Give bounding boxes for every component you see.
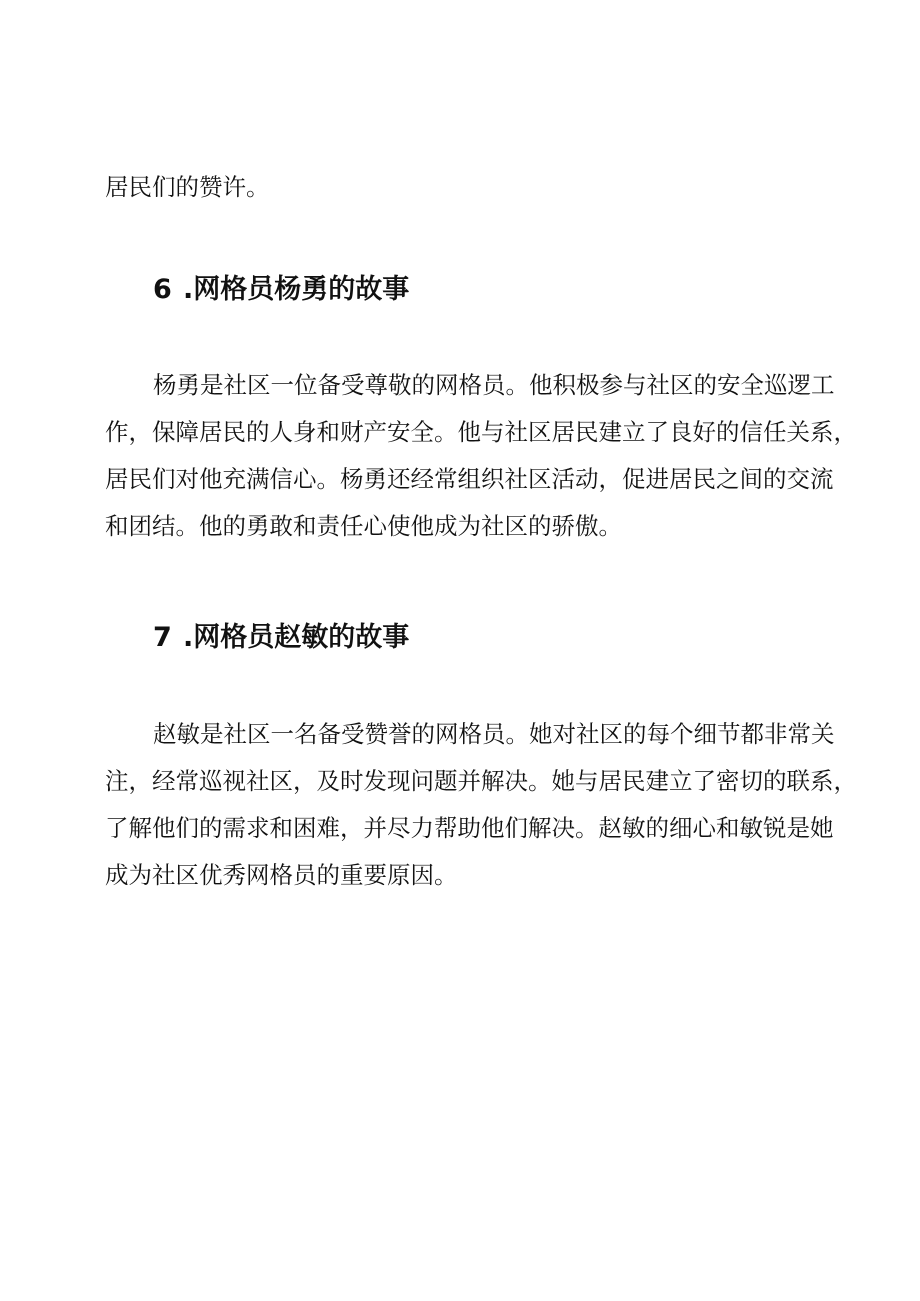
section-number: 6: [153, 274, 172, 305]
section-6-paragraph-line: 杨勇是社区一位备受尊敬的网格员。他积极参与社区的安全巡逻工: [153, 371, 835, 399]
continuation-paragraph-line: 居民们的赞许。: [105, 173, 270, 201]
section-7-paragraph-line: 赵敏是社区一名备受赞誉的网格员。她对社区的每个细节都非常关: [153, 720, 835, 748]
section-number: 7: [153, 622, 172, 653]
section-heading-7: [153, 618, 409, 658]
section-6-paragraph-line: 作，保障居民的人身和财产安全。他与社区居民建立了良好的信任关系，: [105, 418, 857, 446]
section-heading-6: [153, 270, 409, 310]
section-7-paragraph-line: 了解他们的需求和困难，并尽力帮助他们解决。赵敏的细心和敏锐是她: [105, 814, 834, 842]
section-6-paragraph-line: 居民们对他充满信心。杨勇还经常组织社区活动，促进居民之间的交流: [105, 465, 834, 493]
section-title: .网格员赵敏的故事: [183, 622, 410, 653]
section-7-paragraph-line: 注，经常巡视社区，及时发现问题并解决。她与居民建立了密切的联系，: [105, 767, 857, 795]
section-6-paragraph-line: 和团结。他的勇敢和责任心使他成为社区的骄傲。: [105, 512, 622, 540]
section-title: .网格员杨勇的故事: [183, 274, 410, 305]
section-7-paragraph-line: 成为社区优秀网格员的重要原因。: [105, 861, 458, 889]
